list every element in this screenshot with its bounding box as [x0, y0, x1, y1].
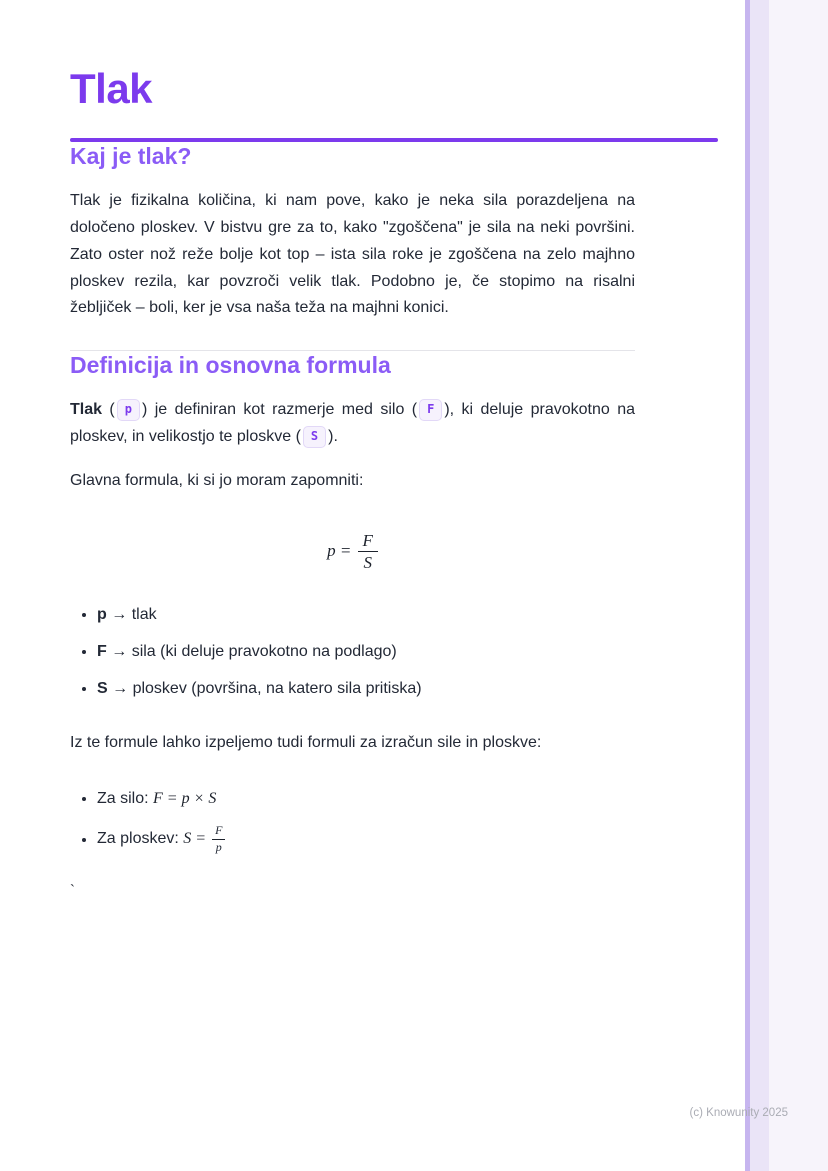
formula-lhs: p: [327, 540, 336, 560]
derived-label: Za ploskev:: [97, 830, 184, 848]
arrow-icon: →: [111, 642, 128, 660]
derived-label: Za silo:: [97, 790, 154, 808]
right-edge-band: [750, 0, 769, 1171]
right-edge-strip: [745, 0, 828, 1171]
inline-code-p: p: [117, 399, 140, 421]
fraction-denominator: p: [215, 839, 222, 854]
footer-copyright: (c) Knowunity 2025: [689, 1107, 788, 1119]
list-item: [97, 677, 635, 700]
derived-formula-force: F = p × S: [153, 790, 217, 808]
inline-code-S: S: [303, 426, 326, 448]
arrow-icon: →: [111, 605, 128, 623]
legend-term: p: [97, 605, 107, 623]
fraction-numerator: F: [358, 531, 378, 553]
page-title: Tlak: [70, 65, 153, 112]
definition-term: Tlak: [70, 401, 103, 419]
formula-fraction: [358, 531, 378, 573]
formula-intro-text: Glavna formula, ki si jo moram zapomniti:: [70, 471, 364, 489]
legend-desc: ploskev (površina, na katero sila pritiska): [132, 680, 422, 698]
derived-fraction: [212, 824, 225, 853]
derived-formulas-list: [70, 787, 635, 854]
formula-equals: =: [339, 540, 352, 560]
inline-code-F: F: [419, 399, 442, 421]
definition-paragraph: [70, 397, 635, 451]
legend-desc: tlak: [131, 605, 157, 623]
list-item: [97, 603, 635, 626]
section-heading-definicija: Definicija in osnovna formula: [70, 352, 391, 379]
list-item: [97, 824, 635, 853]
fraction-numerator: F: [212, 824, 225, 839]
derived-lhs: S: [183, 830, 192, 848]
derived-formula-area: [183, 831, 210, 848]
list-item: [97, 640, 635, 663]
legend-term: F: [97, 642, 107, 660]
stray-backtick-text: `: [70, 881, 75, 899]
definition-text: ), ki deluje pravokotno na ploskev, in velikostjo te ploskve (: [70, 401, 635, 445]
definition-text: ) je definiran kot razmerje med silo (: [142, 401, 418, 419]
intro-paragraph: Tlak je fizikalna količina, ki nam pove, kako je neka sila porazdeljena na določeno ploskev. V bistvu gre za to, kako "zgoščena" je sila na neki površini. Zato oster nož reže bolje kot top – ista sila roke je zgoščena na zelo majhno ploskev rezila, kar povzroči velik tlak. Podobno je, če stopimo na risalni žebljiček – boli, ker je vsa naša teža na majhni konici.: [70, 191, 635, 317]
fraction-denominator: S: [363, 553, 372, 573]
list-item: [97, 787, 635, 810]
arrow-icon: →: [112, 680, 129, 698]
main-formula: [70, 531, 635, 573]
document-content: [70, 66, 635, 899]
symbol-legend-list: [70, 603, 635, 701]
definition-text: (: [102, 401, 115, 419]
section-heading-kaj-je-tlak: Kaj je tlak?: [70, 143, 192, 170]
derived-intro-text: Iz te formule lahko izpeljemo tudi formuli za izračun sile in ploskve:: [70, 734, 542, 752]
definition-text: ).: [328, 427, 338, 445]
derived-equals: =: [191, 830, 211, 848]
formula-expression: [327, 530, 378, 573]
legend-term: S: [97, 680, 108, 698]
legend-desc: sila (ki deluje pravokotno na podlago): [131, 642, 397, 660]
